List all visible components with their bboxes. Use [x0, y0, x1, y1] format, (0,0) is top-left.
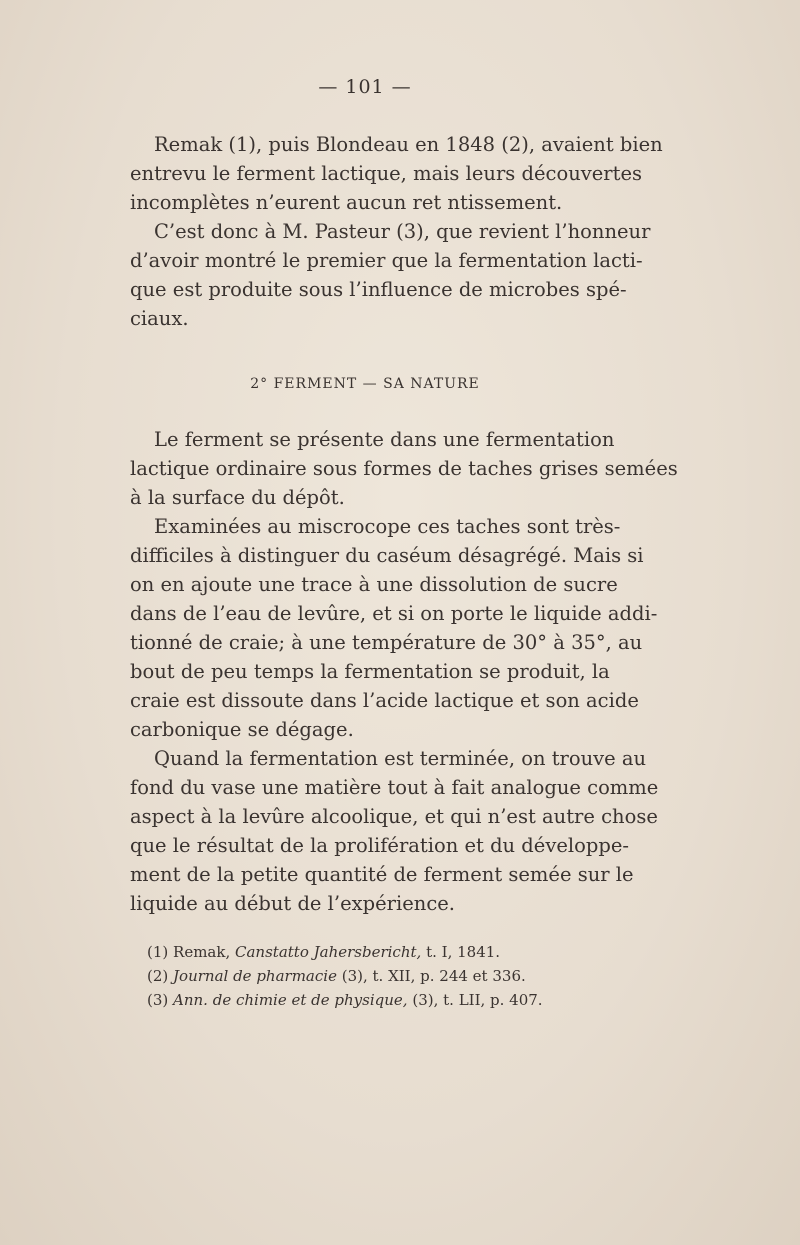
footnote-reference: (3), t. LII, p. 407. — [412, 991, 543, 1009]
body-paragraphs — [130, 425, 678, 918]
footnote-number: (2) — [147, 967, 169, 985]
text-line: craie est dissoute dans l’acide lactique et son acide — [130, 689, 639, 712]
section-heading: 2° FERMENT — SA NATURE — [250, 376, 480, 392]
footnote-number: (3) — [147, 991, 169, 1009]
text-line: Quand la fermentation est terminée, on trouve au — [154, 747, 647, 770]
footnote — [147, 988, 602, 1012]
footnote-reference: (3), t. XII, p. 244 et 336. — [341, 967, 526, 985]
footnote — [147, 940, 602, 964]
text-line: ment de la petite quantité de ferment semée sur le — [130, 863, 634, 886]
text-line: Remak (1), puis Blondeau en 1848 (2), avaient bien — [154, 133, 663, 156]
page-number: — 101 — — [318, 76, 412, 98]
text-line: bout de peu temps la fermentation se produit, la — [130, 660, 610, 683]
footnote — [147, 964, 602, 988]
text-line: que le résultat de la prolifération et du développe- — [130, 834, 629, 857]
footnote-title: Canstatto Jahersbericht, — [235, 943, 422, 961]
text-line: fond du vase une matière tout à fait analogue comme — [130, 776, 659, 799]
text-line: tionné de craie; à une température de 30° à 35°, au — [130, 631, 643, 654]
text-line: difficiles à distinguer du caséum désagrégé. Mais si — [130, 544, 644, 567]
text-line: C’est donc à M. Pasteur (3), que revient l’honneur — [154, 220, 651, 243]
text-line: Examinées au miscrocope ces taches sont très- — [154, 515, 621, 538]
text-line: ciaux. — [130, 307, 189, 330]
opening-paragraphs — [130, 130, 663, 333]
footnote-title: Ann. de chimie et de physique, — [173, 991, 408, 1009]
footnote-number: (1) — [147, 943, 169, 961]
footnotes — [147, 940, 602, 1012]
footnote-author: Remak, — [173, 943, 231, 961]
footnote-title: Journal de pharmacie — [173, 967, 337, 985]
text-line: à la surface du dépôt. — [130, 486, 345, 509]
text-line: incomplètes n’eurent aucun ret ntissement. — [130, 191, 563, 214]
text-line: entrevu le ferment lactique, mais leurs découvertes — [130, 162, 643, 185]
text-line: Le ferment se présente dans une fermentation — [154, 428, 615, 451]
text-line: on en ajoute une trace à une dissolution de sucre — [130, 573, 618, 596]
text-line: dans de l’eau de levûre, et si on porte le liquide addi- — [130, 602, 658, 625]
text-line: aspect à la levûre alcoolique, et qui n’est autre chose — [130, 805, 658, 828]
footnote-reference: t. I, 1841. — [426, 943, 501, 961]
text-line: que est produite sous l’influence de microbes spé- — [130, 278, 627, 301]
text-line: lactique ordinaire sous formes de taches grises semées — [130, 457, 678, 480]
text-line: carbonique se dégage. — [130, 718, 354, 741]
text-line: d’avoir montré le premier que la fermentation lacti- — [130, 249, 643, 272]
text-line: liquide au début de l’expérience. — [130, 892, 455, 915]
